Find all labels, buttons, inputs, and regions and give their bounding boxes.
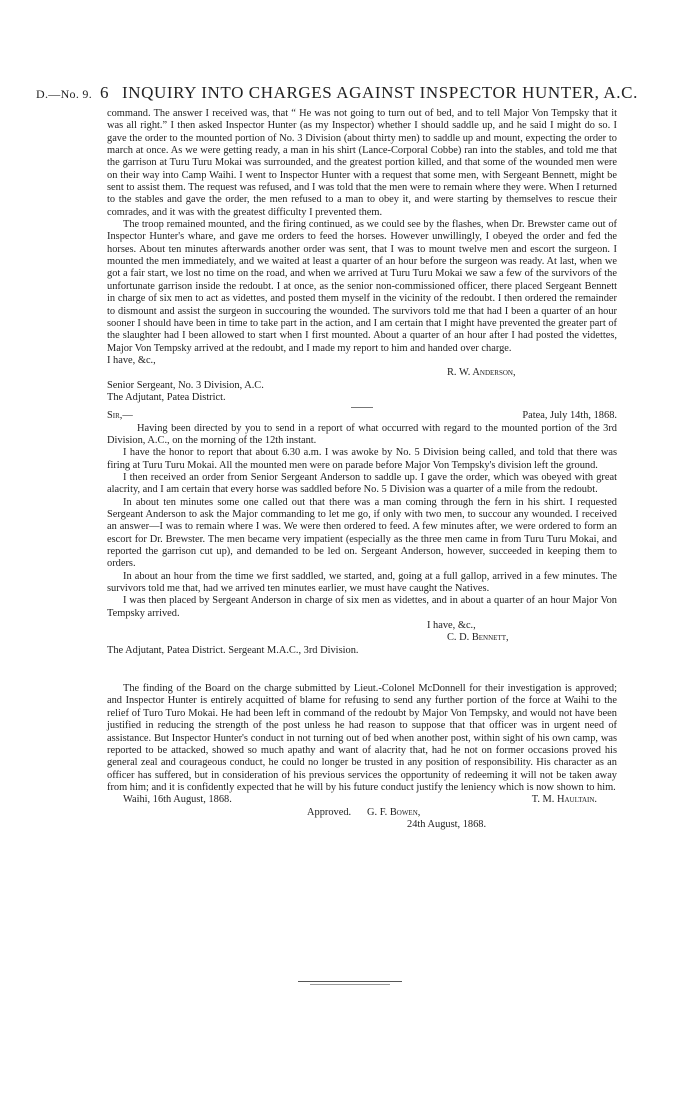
letter1-rank: Senior Sergeant, No. 3 Division, A.C. — [107, 379, 264, 391]
approval-date: 24th August, 1868. — [407, 818, 487, 830]
letter2-salutation: Sir,— — [107, 410, 133, 422]
letter1-addressee: The Adjutant, Patea District. — [107, 391, 226, 403]
approval-row — [107, 807, 617, 819]
letter2-paragraph-1: Having been directed by you to send in a report of what occurred with regard to the mounted portion of the 3rd Division, A.C., on the morning of the 12th instant. — [107, 422, 617, 446]
letter1-closing: I have, &c., — [107, 354, 156, 366]
document-body — [107, 108, 617, 831]
approver-name: G. F. Bowen, — [367, 806, 421, 818]
letter1-paragraph-2: The troop remained mounted, and the firing continued, as we could see by the flashes, when Dr. Brewster came out of Inspector Hunter's whare, and gave me orders to feed the horses. However unwillingly, I obeyed the order and fed the horses. About ten minutes afterwards another order was sent, that I was to mount twelve men and escort the surgeon. I mounted the men immediately, and we waited at least a quarter of an hour before the surgeon was ready. At last, when we got a fair start, we lost no time on the road, and when we arrived at Turu Turu Mokai we saw a few of the survivors of the unfortunate garrison inside the redoubt. I at once, as the senior non-commissioned officer, there placed Sergeant Bennett in charge of six men to act as videttes, and posted them myself in the vicinity of the redoubt. I then ordered the remainder to dismount and assist the surgeon in succouring the wounded. The survivors told me that had I been a quarter of an hour sooner I should have been in time to take part in the action, and I am certain that I might have prevented the greater part of the slaughter had I been allowed to start when I first mounted. About a quarter of an hour after I had posted the videttes, Major Von Tempsky arrived at the redoubt, and I made my report to him and handed over charge. — [107, 219, 617, 354]
spacer — [107, 657, 617, 683]
document-id: D.—No. 9. — [36, 87, 93, 101]
page-header — [0, 81, 700, 107]
letter2-signer: C. D. Bennett, — [447, 632, 509, 644]
finding-signature-row — [107, 794, 617, 806]
letter2-paragraph-5: In about an hour from the time we first saddled, we started, and, going at a full gallop, arrived in a few minutes. The survivors told me that, had we arrived ten minutes earlier, we must have caught the Natives. — [107, 570, 617, 595]
finding-paragraph: The finding of the Board on the charge submitted by Lieut.-Colonel McDonnell for their investigation is approved; and Inspector Hunter is entirely acquitted of blame for refusing to send any further portion of the force at Waihi to the relief of Turo Turo Mokai. He had been left in command of the redoubt by Major Von Tempsky, and would not have been justified in reducing the strength of the post unless he had reason to suppose that that officer was in urgent need of assistance. But Inspector Hunter's conduct in not turning out of bed when another post, within sight of his own camp, was reported to be attacked, showed so much apathy and want of alacrity that, had he not on former occasions proved his general zeal and courageous conduct, he could no longer be trusted in any position of responsibility. His character as an officer has suffered, but in consideration of his previous services the opportunity of redeeming it will not be taken away from him; and it is confidently expected that he will by his future conduct justify the leniency which is now shown to him. — [107, 683, 617, 793]
end-rule-secondary — [310, 984, 390, 985]
letter2-closing: I have, &c., — [427, 620, 476, 632]
page-number: 6 — [100, 83, 109, 102]
letter2-footer-row — [107, 645, 617, 657]
letter1-signer: R. W. Anderson, — [447, 367, 516, 379]
finding-place-date: Waihi, 16th August, 1868. — [123, 794, 232, 806]
letter2-paragraph-3: I then received an order from Senior Sergeant Anderson to saddle up. I gave the order, which was obeyed with great alacrity, and I am certain that every horse was saddled before No. 5 Division was a quarter of a mile from the redoubt. — [107, 471, 617, 496]
letter2-place-date: Patea, July 14th, 1868. — [522, 410, 617, 422]
letter2-paragraph-6: I was then placed by Sergeant Anderson in charge of six men as videttes, and in about a quarter of an hour Major Von Tempsky arrived. — [107, 595, 617, 619]
running-title: INQUIRY INTO CHARGES AGAINST INSPECTOR HUNTER, A.C. — [122, 83, 638, 102]
letter2-salutation-row — [107, 410, 617, 422]
letter2-addressee: The Adjutant, Patea District. — [107, 644, 226, 656]
section-divider — [351, 407, 373, 408]
end-rule — [298, 981, 402, 982]
letter1-paragraph-1: command. The answer I received was, that “ He was not going to turn out of bed, and to tell Major Von Tempsky that it was all right.” I then asked Inspector Hunter (as my Inspector) whether I should saddle up, and he said I might do so. I gave the order to the mounted portion of No. 3 Division (about thirty men) to saddle up and mount, expecting the order to march at once. As we were getting ready, a man in his shirt (Lance-Corporal Cobbe) ran into the stables, and told me that the garrison at Turu Turu Mokai was surrounded, and the greatest portion killed, and that some of the wounded men were on their way into Camp Waihi. I went to Inspector Hunter with a request that some men, with Sergeant Bennett, might be sent to assist them. The request was refused, and I was told that the men were to remain where they were. When I returned to the stables and gave the order, the men refused to a man to obey it, and were starting by themselves to rescue their comrades, and it was with the greatest difficulty I prevented them. — [107, 108, 617, 218]
letter2-rank: Sergeant M.A.C., 3rd Division. — [228, 644, 359, 656]
letter2-paragraph-4: In about ten minutes some one called out that there was a man coming through the fern in his shirt. I requested Sergeant Anderson to ask the Major commanding to let me go, if only with two men, to succour any wounded. I received an answer—I was to remain where I was. We were then ordered to feed. A few minutes after, we were ordered to form an escort for Dr. Brewster. The men became very impatient (especially as the three men came in from Turu Turu Mokai, and reported the garrison cut up), and demanded to be led on. Sergeant Anderson, however, succeeded in keeping them to orders. — [107, 496, 617, 570]
letter2-paragraph-2: I have the honor to report that about 6.30 a.m. I was awoke by No. 5 Division being called, and told that there was firing at Turu Turu Mokai. All the mounted men were on parade before Major Von Tempsky's division left the ground. — [107, 447, 617, 471]
approved-label: Approved. — [307, 806, 352, 818]
finding-signer: T. M. Haultain. — [531, 794, 597, 806]
approval-date-row — [107, 819, 617, 831]
